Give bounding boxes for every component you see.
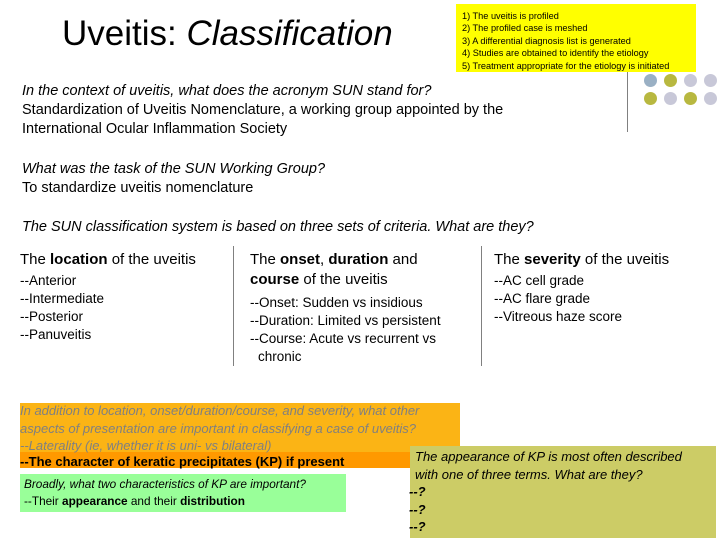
checklist-item: 3) A differential diagnosis list is generated — [462, 35, 631, 46]
kp-text — [24, 476, 306, 510]
page-title — [62, 14, 393, 54]
dot-icon — [644, 74, 657, 87]
column-heading: The location of the uveitis — [20, 251, 196, 268]
column-divider — [481, 246, 482, 366]
list-item: --Anterior — [20, 273, 77, 288]
question-text: Broadly, what two characteristics of KP are important? — [24, 477, 306, 491]
kp-answer: --The character of keratic precipitates (KP) if present — [20, 454, 345, 469]
checklist-item: 2) The profiled case is meshed — [462, 23, 588, 34]
column-location — [20, 250, 230, 344]
title-main: Uveitis: — [62, 14, 177, 53]
question-text: What was the task of the SUN Working Group? — [22, 161, 326, 177]
column-severity — [494, 250, 719, 326]
answer-text: International Ocular Inflammation Society — [22, 121, 288, 137]
answer-text: Standardization of Uveitis Nomenclature, a working group appointed by the — [22, 102, 504, 118]
question-text: The appearance of KP is most often described — [415, 449, 682, 464]
question-text: In addition to location, onset/duration/course, and severity, what other — [20, 403, 420, 418]
title-italic: Classification — [186, 14, 393, 53]
question-text: aspects of presentation are important in classifying a case of uveitis? — [20, 420, 416, 436]
column-divider — [233, 246, 234, 366]
decorative-dots — [620, 52, 720, 134]
question-text: In the context of uveitis, what does the acronym SUN stand for? — [22, 83, 432, 99]
list-item: --Course: Acute vs recurrent vs — [250, 331, 437, 346]
checklist-item: 4) Studies are obtained to identify the etiology — [462, 48, 649, 59]
dot-icon — [704, 74, 717, 87]
kp-terms-text — [409, 448, 682, 536]
answer-text: --Their appearance and their distribution — [24, 494, 245, 508]
answer-text: To standardize uveitis nomenclature — [22, 180, 254, 196]
dot-icon — [644, 92, 657, 105]
divider-line — [627, 72, 628, 132]
dot-icon — [664, 92, 677, 105]
list-item: --Vitreous haze score — [494, 309, 623, 324]
list-item: --Posterior — [20, 309, 84, 324]
qa-task — [22, 160, 325, 198]
dot-icon — [684, 92, 697, 105]
list-item: --AC flare grade — [494, 291, 591, 306]
list-item: --Panuveitis — [20, 327, 92, 342]
answer-blank: --? — [409, 484, 426, 500]
checklist-item: 1) The uveitis is profiled — [462, 11, 559, 21]
qa-sun — [22, 82, 503, 139]
question-criteria: The SUN classification system is based on three sets of criteria. What are they? — [22, 219, 534, 235]
list-item: chronic — [258, 349, 302, 364]
column-onset — [250, 250, 475, 366]
list-item: --Intermediate — [20, 291, 105, 306]
dot-icon — [664, 74, 677, 87]
dot-icon — [704, 92, 717, 105]
answer-text: --Laterality (ie, whether it is uni- vs bilateral) — [20, 438, 272, 454]
answer-blank: --? — [409, 519, 426, 535]
checklist-item: 5) Treatment appropriate for the etiology is initiated — [462, 60, 670, 71]
list-item: --Onset: Sudden vs insidious — [250, 295, 423, 310]
column-heading: The severity of the uveitis — [494, 251, 670, 268]
list-item: --Duration: Limited vs persistent — [250, 313, 441, 328]
list-item: --AC cell grade — [494, 273, 585, 288]
dot-icon — [684, 74, 697, 87]
answer-blank: --? — [409, 501, 426, 517]
question-text: with one of three terms. What are they? — [415, 466, 643, 482]
column-heading: The onset, duration and course of the uveitis — [250, 251, 418, 288]
aspects-text — [20, 402, 419, 455]
